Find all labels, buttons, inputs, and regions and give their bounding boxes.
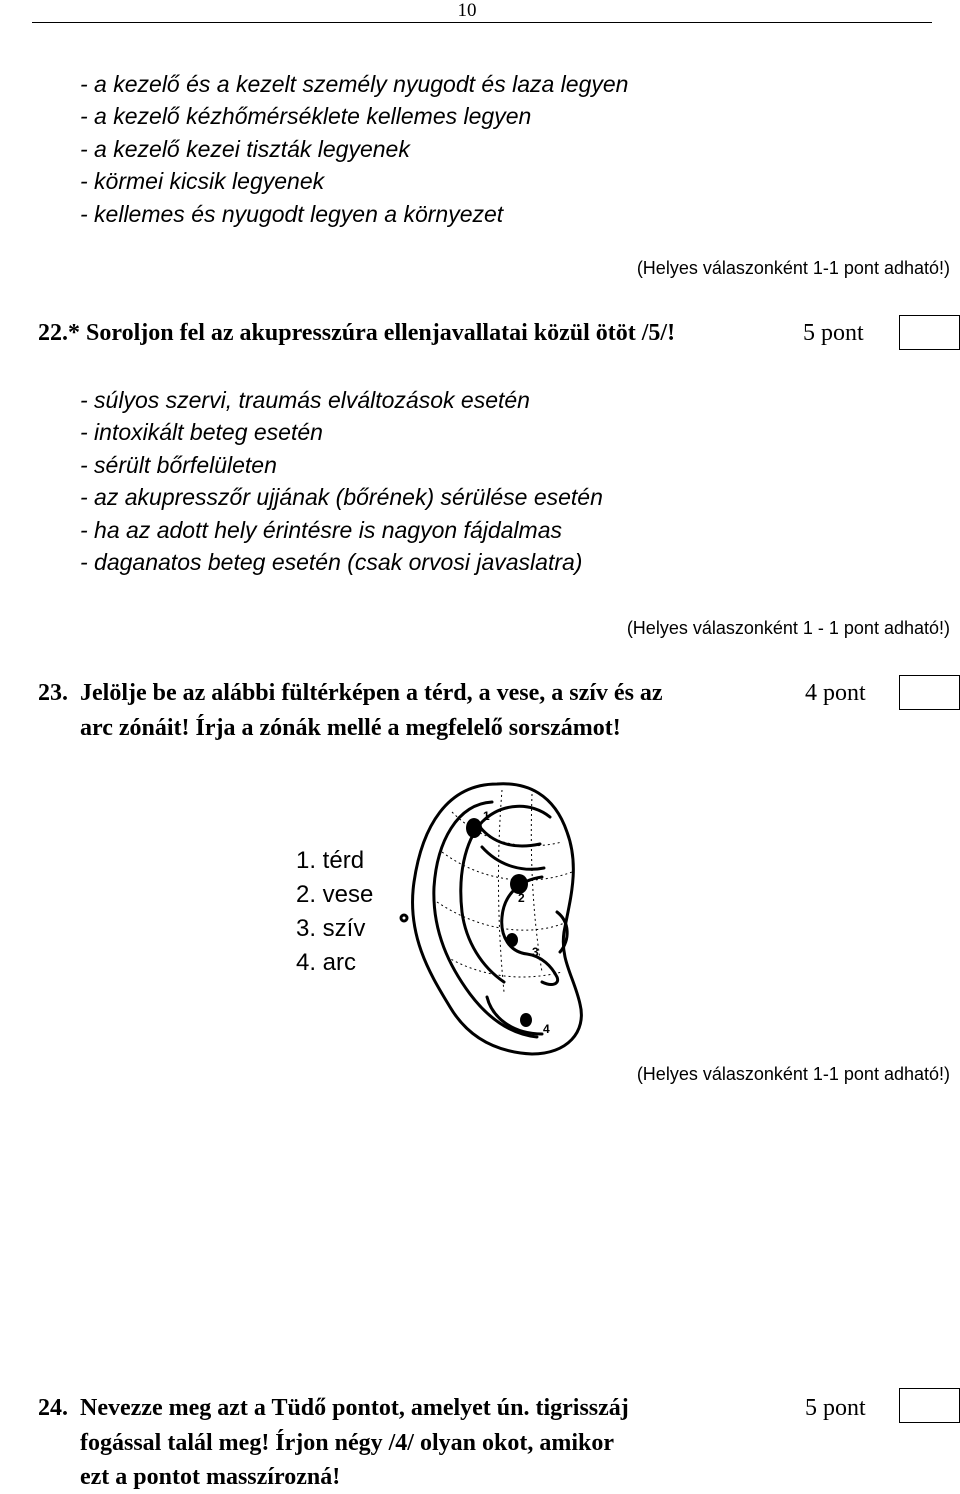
question-22-answers [80,384,603,578]
zone-marker-label: 4 [543,1022,550,1036]
legend-item: 1. térd [296,847,365,874]
zone-marker-dot [466,818,482,838]
list-item: - sérült bőrfelületen [80,451,277,478]
legend-item: 3. szív [296,915,366,942]
ear-concha [502,877,558,984]
question-22-title: 22.* Soroljon fel az akupresszúra ellenjavallatai közül ötöt /5/! [38,320,676,346]
question-23-line1: Jelölje be az alábbi fültérképen a térd, a vese, a szív és az [80,680,663,706]
list-item: - daganatos beteg esetén (csak orvosi javaslatra) [80,549,583,576]
ear-grid-line [498,790,504,992]
scoring-note: (Helyes válaszonként 1 - 1 pont adható!) [626,618,950,638]
list-item: - súlyos szervi, traumás elváltozások esetén [80,387,530,413]
ear-small-circle [401,915,407,921]
list-item: - az akupresszőr ujjának (bőrének) sérülése esetén [80,484,603,511]
ear-antihelix-branch [482,847,544,869]
question-24-line3: ezt a pontot masszírozná! [80,1464,341,1490]
scoring-note: (Helyes válaszonként 1-1 pont adható!) [636,258,950,278]
scoring-note: (Helyes válaszonként 1-1 pont adható!) [636,1064,950,1084]
zone-marker-label: 3 [532,945,539,959]
legend-item: 2. vese [296,881,374,908]
question-24-number: 24. [38,1395,68,1421]
list-item: - ha az adott hely érintésre is nagyon fájdalmas [80,516,562,543]
question-24-line1: Nevezze meg azt a Tüdő pontot, amelyet ún. tigrisszáj [80,1395,629,1421]
header-rule [32,22,932,23]
question-22-points: 5 pont [803,320,864,346]
zone-marker-label: 2 [518,891,525,905]
ear-helix-inner [434,802,537,1037]
question-24-score-box[interactable] [899,1388,960,1423]
list-item: - körmei kicsik legyenek [80,168,325,195]
question-23-points: 4 pont [805,680,866,706]
question-22-score-box[interactable] [899,315,960,350]
zone-marker-dot [520,1013,532,1027]
question-23-number: 23. [38,680,68,706]
ear-map-figure [392,772,602,1062]
legend-item: 4. arc [296,949,357,976]
list-item: - a kezelő kézhőmérséklete kellemes legyen [80,103,532,130]
question-23-score-box[interactable] [899,675,960,710]
question-24-points: 5 pont [805,1395,866,1421]
list-item: - kellemes és nyugodt legyen a környezet [80,200,504,227]
zone-marker-dot [506,933,518,947]
list-item: - a kezelő és a kezelt személy nyugodt és laza legyen [80,71,629,97]
zone-marker-label: 1 [483,809,490,823]
list-item: - a kezelő kezei tiszták legyenek [80,135,410,162]
page-number: 10 [457,0,477,21]
question-23-line2: arc zónáit! Írja a zónák mellé a megfelelő sorszámot! [80,715,621,741]
intro-list [80,68,628,230]
ear-lobe [487,997,542,1034]
question-24-line2: fogással talál meg! Írjon négy /4/ olyan okot, amikor [80,1430,614,1456]
ear-legend [296,844,373,980]
list-item: - intoxikált beteg esetén [80,419,323,446]
